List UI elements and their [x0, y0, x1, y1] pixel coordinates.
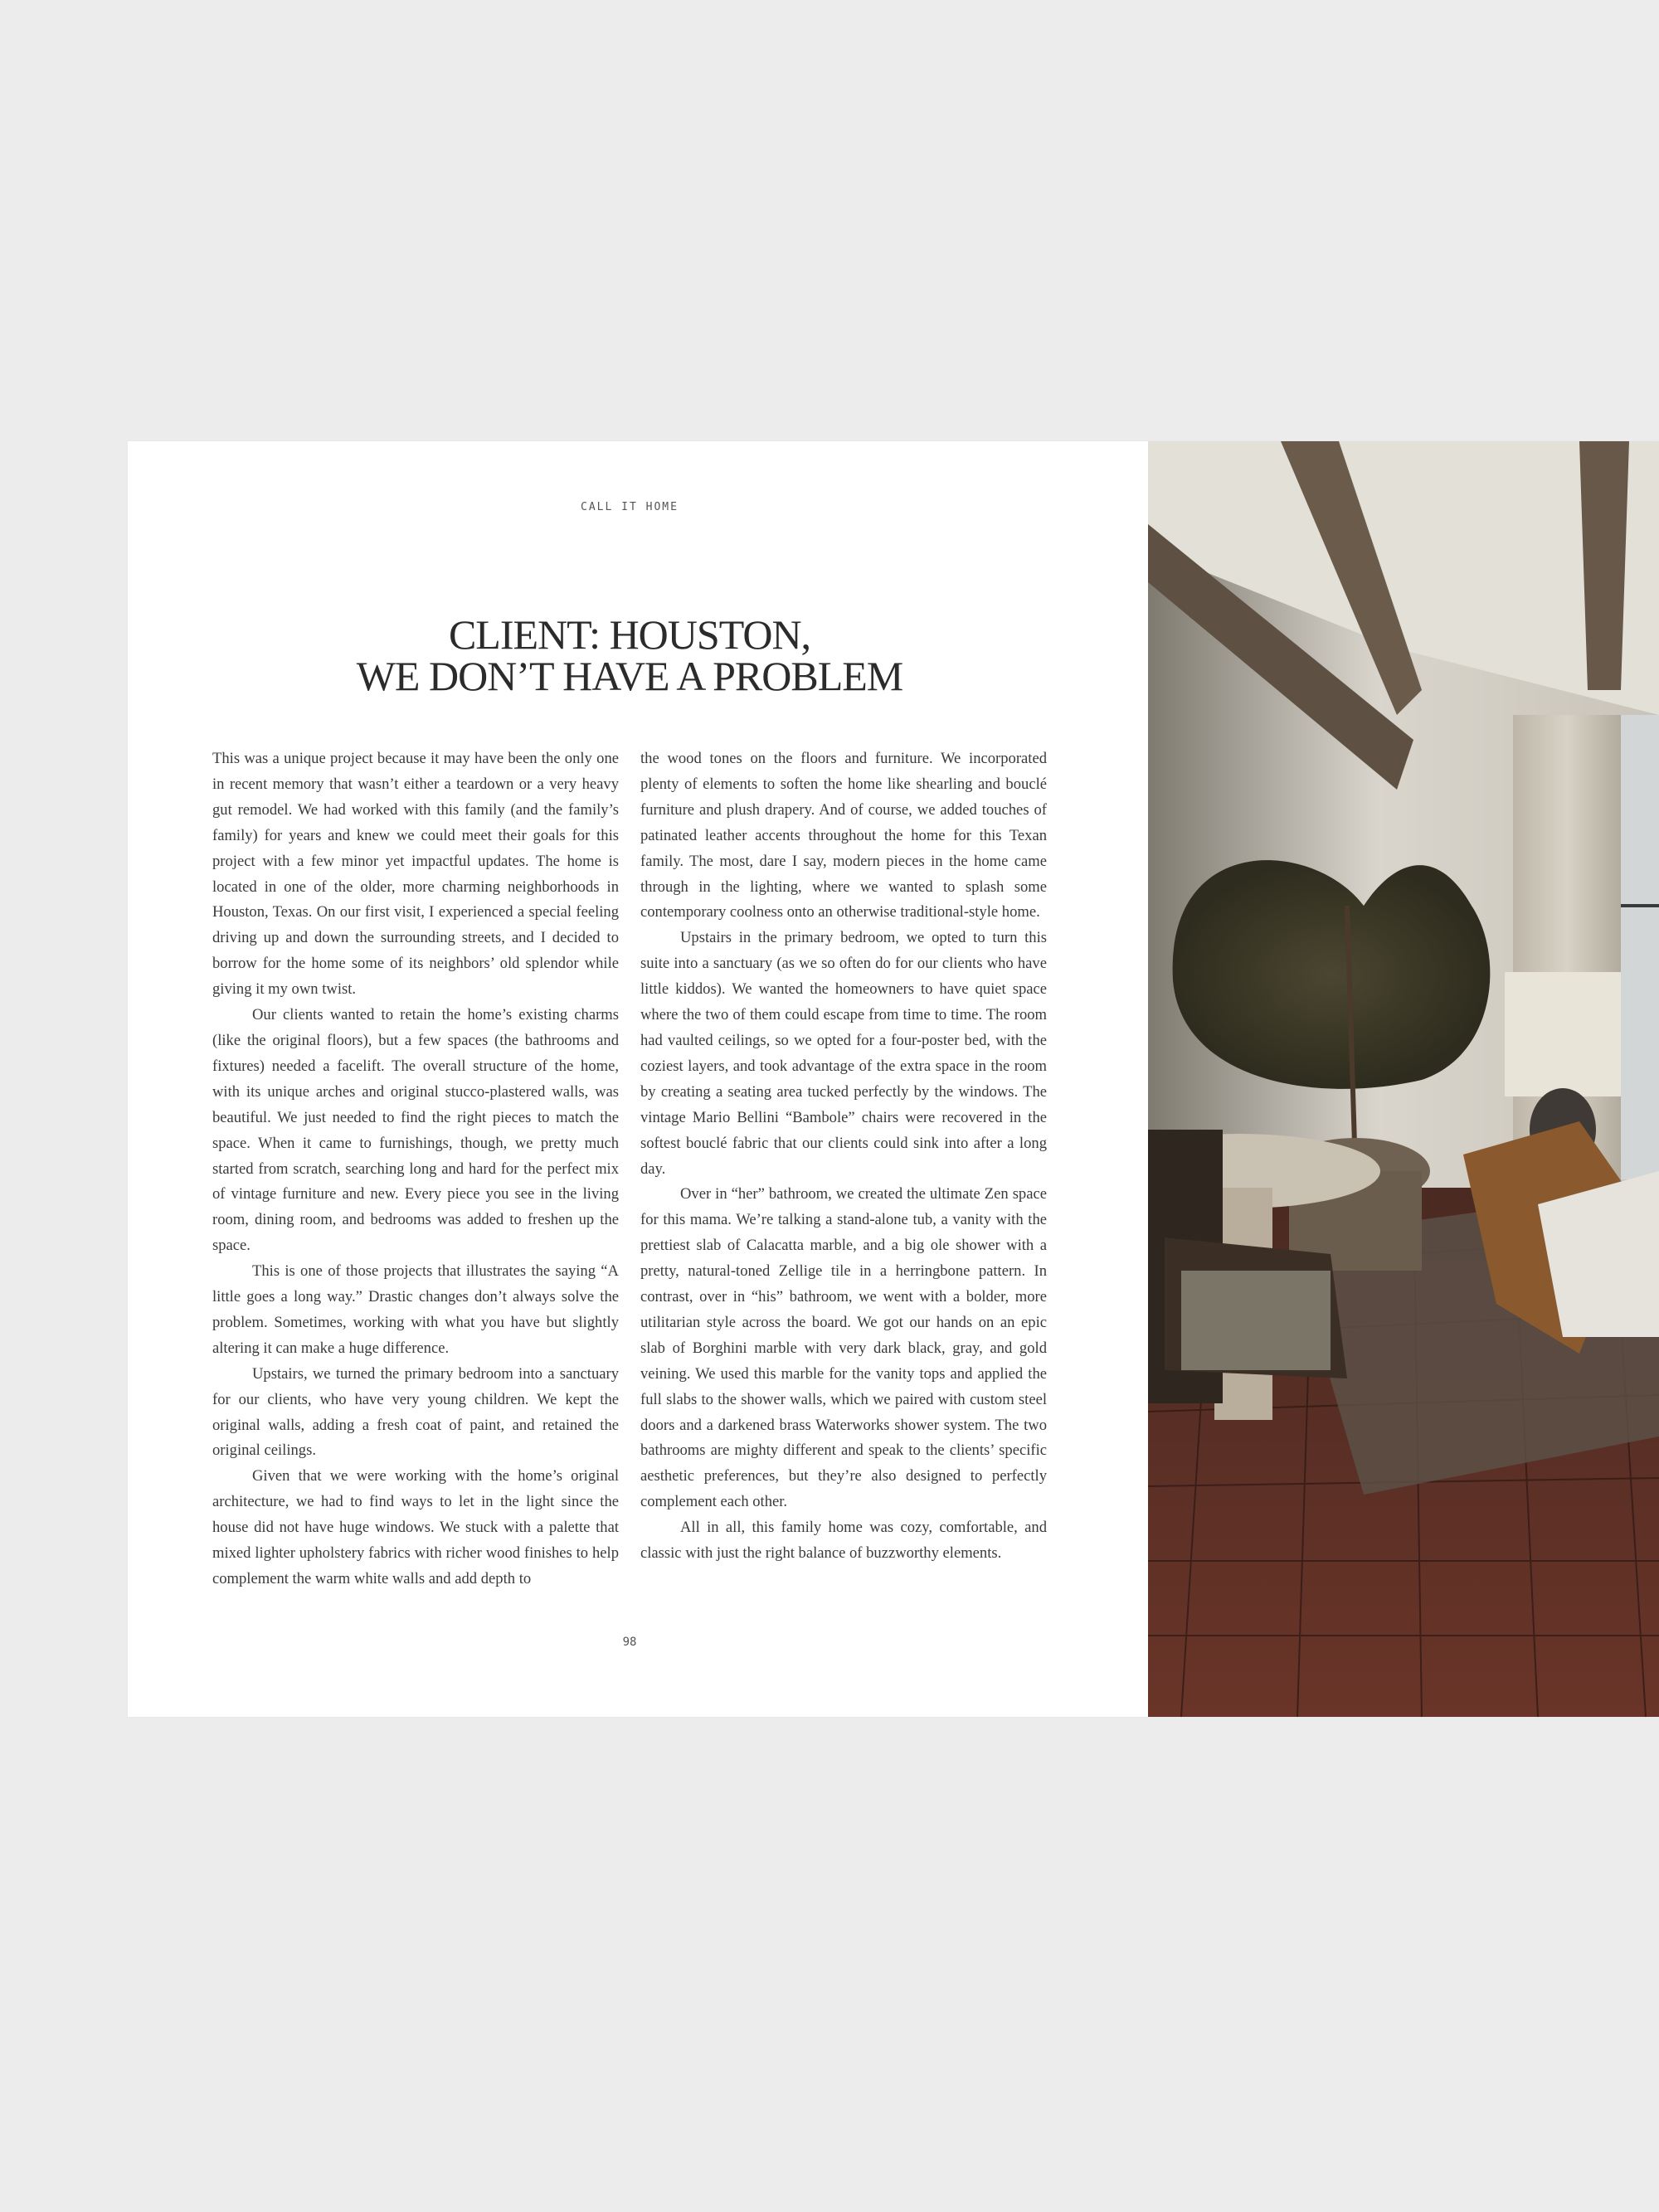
lamp-shade	[1505, 972, 1621, 1096]
page-number: 98	[622, 1636, 637, 1649]
paragraph: the wood tones on the floors and furniture. We incorporated plenty of elements to soften the home like shearling and bouclé furniture and plush drapery. And of course, we added touches of patinated leather accents throughout the home for this Texan family. The most, dare I say, modern pieces in the home came through in the lighting, where we wanted to splash some contemporary coolness onto an otherwise traditional-style home.	[640, 750, 1047, 921]
paragraph: Over in “her” bathroom, we created the ultimate Zen space for this mama. We’re talking a stand-alone tub, a vanity with the prettiest slab of Calacatta marble, and a big ole shower with a pretty, natural-toned Zellige tile in a herringbone pattern. In contrast, over in “his” bathroom, we went with a bolder, more utilitarian style across the board. We got our hands on an epic slab of Borghini marble with very dark black, gray, and gold veining. We used this marble for the vanity tops and applied the full slabs to the shower walls, which we paired with custom steel doors and a darkened brass Waterworks shower system. The two bathrooms are mighty different and speak to the clients’ specific aesthetic preferences, but they’re also designed to perfectly complement each other.	[640, 1185, 1047, 1511]
paragraph: Upstairs, we turned the primary bedroom into a sanctuary for our clients, who have very young children. We kept the original walls, adding a fresh coat of paint, and retained the original ceilings.	[212, 1364, 619, 1460]
interior-photo	[1148, 441, 1659, 1717]
tree	[1173, 860, 1491, 1089]
paragraph: Upstairs in the primary bedroom, we opted to turn this suite into a sanctuary (as we so often do for our clients who have little kiddos). We wanted the homeowners to have quiet space where the two of them could escape from time to time. The room had vaulted ceilings, so we opted for a four-poster bed, with the coziest layers, and took advantage of the extra space in the room by creating a seating area tucked perfectly by the windows. The vintage Mario Bellini “Bambole” chairs were recovered in the softest bouclé fabric that our clients could sink into after a long day.	[640, 929, 1047, 1178]
ceiling-beam	[1579, 441, 1629, 690]
running-head: CALL IT HOME	[581, 501, 679, 513]
chapter-title	[128, 611, 1131, 699]
photo-illustration	[1148, 441, 1659, 1717]
left-page	[128, 441, 1148, 1717]
column-right	[640, 746, 1047, 1626]
paragraph: This is one of those projects that illustrates the saying “A little goes a long way.” Drastic changes don’t always solve the problem. Sometimes, working with what you have but slightly altering it can make a huge difference.	[212, 1262, 619, 1357]
paragraph: Given that we were working with the home’s original architecture, we had to find ways to let in the light since the house did not have huge windows. We stuck with a palette that mixed lighter upholstery fabrics with richer wood finishes to help complement the warm white walls and add depth to	[212, 1467, 619, 1587]
paragraph: This was a unique project because it may have been the only one in recent memory that wasn’t either a teardown or a very heavy gut remodel. We had worked with this family (and the family’s family) for years and knew we could meet their goals for this project with a few minor yet impactful updates. The home is located in one of the older, more charming neighborhoods in Houston, Texas. On our first visit, I experienced a special feeling driving up and down the surrounding streets, and I decided to borrow for the home some of its neighbors’ old splendor while giving it my own twist.	[212, 750, 619, 999]
column-left	[212, 746, 619, 1626]
text-columns	[212, 746, 1047, 1626]
title-line-1: CLIENT: HOUSTON,	[448, 611, 811, 658]
paragraph: Our clients wanted to retain the home’s existing charms (like the original floors), but a few spaces (the bathrooms and fixtures) needed a facelift. The overall structure of the home, with its unique arches and original stucco-plastered walls, was beautiful. We just needed to find the right pieces to match the space. When it came to furnishings, though, we pretty much started from scratch, searching long and hard for the perfect mix of vintage furniture and new. Every piece you see in the living room, dining room, and bedrooms was added to freshen up the space.	[212, 1006, 619, 1255]
book-spread	[128, 441, 1659, 1717]
paragraph: All in all, this family home was cozy, comfortable, and classic with just the right balance of buzzworthy elements.	[640, 1519, 1047, 1563]
title-line-2: WE DON’T HAVE A PROBLEM	[356, 653, 903, 699]
